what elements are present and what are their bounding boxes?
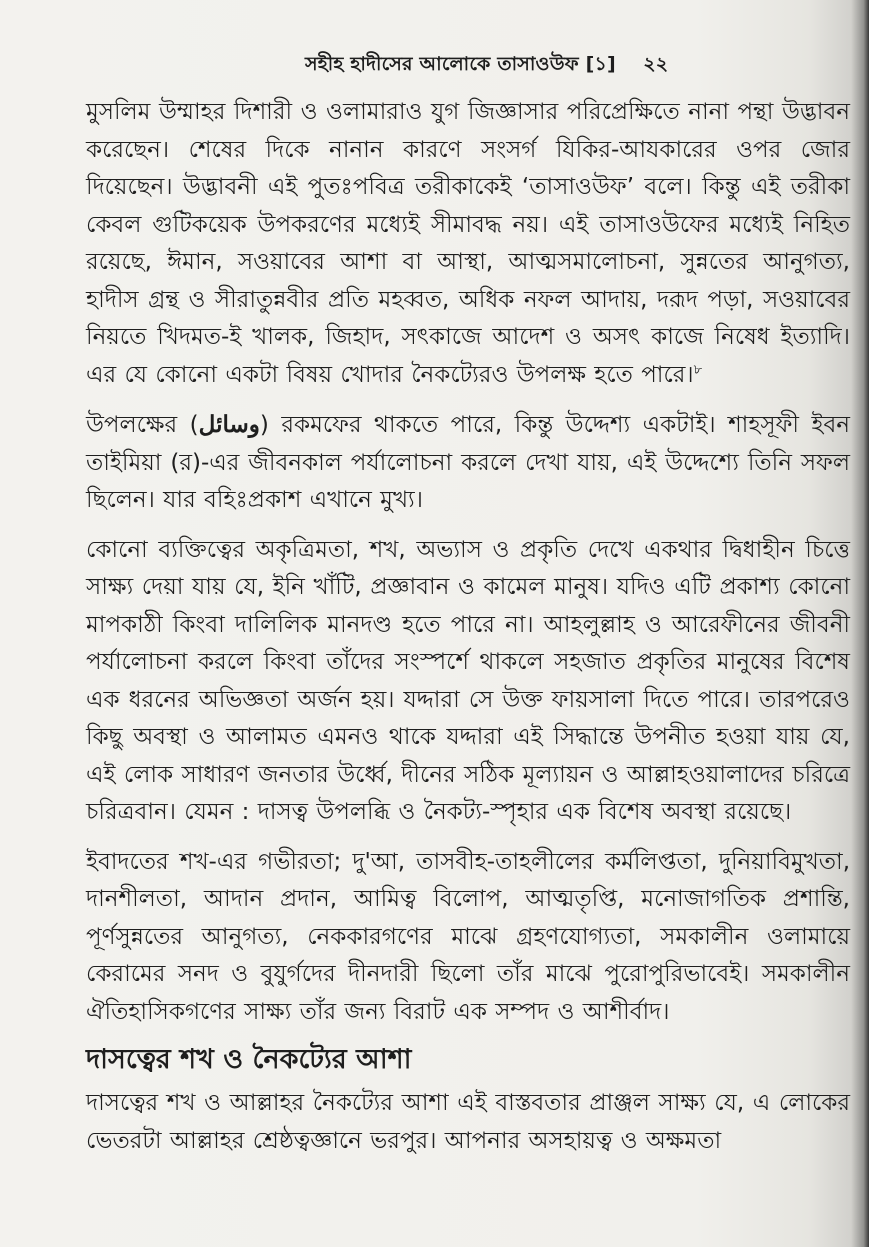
page-edge-shadow (851, 0, 869, 1247)
paragraph-2-after: ) রকমফের থাকতে পারে, কিন্তু উদ্দেশ্য একটাই। শাহসূফী ইবন তাইমিয়া (র)-এর জীবনকাল পর্যালোচনা করলে দেখা যায়, এই উদ্দেশ্যে তিনি সফল ছিলেন। যার বহিঃপ্রকাশ এখানে মুখ্য। (86, 412, 850, 513)
arabic-term: وسائل (198, 411, 260, 438)
running-header (305, 50, 668, 82)
paragraph-1 (86, 94, 850, 394)
paragraph-3: কোনো ব্যক্তিত্বের অকৃত্রিমতা, শখ, অভ্যাস ও প্রকৃতি দেখে একথার দ্বিধাহীন চিত্তে সাক্ষ্য দেয়া যায় যে, ইনি খাঁটি, প্রজ্ঞাবান ও কামেল মানুষ। যদিও এটি প্রকাশ্য কোনো মাপকাঠী কিংবা দালিলিক মানদণ্ড হতে পারে না। আহলুল্লাহ ও আরেফীনের জীবনী পর্যালোচনা করলে কিংবা তাঁদের সংস্পর্শে থাকলে সহজাত প্রকৃতির মানুষের বিশেষ এক ধরনের অভিজ্ঞতা অর্জন হয়। যদ্দারা সে উক্ত ফায়সালা দিতে পারে। তারপরেও কিছু অবস্থা ও আলামত এমনও থাকে যদ্দারা এই সিদ্ধান্তে উপনীত হওয়া যায় যে, এই লোক সাধারণ জনতার উর্ধ্বে, দীনের সঠিক মূল্যায়ন ও আল্লাহওয়ালাদের চরিত্রে চরিত্রবান। যেমন : দাসত্ব উপলব্ধি ও নৈকট্য-স্পৃহার এক বিশেষ অবস্থা রয়েছে। (86, 536, 850, 825)
footnote-marker[interactable]: ৮ (693, 361, 703, 377)
section-paragraph: দাসত্বের শখ ও আল্লাহর নৈকট্যের আশা এই বাস্তবতার প্রাঞ্জল সাক্ষ্য যে, এ লোকের ভেতরটা আল্লাহর শ্রেষ্ঠত্বজ্ঞানে ভরপুর। আপনার অসহায়ত্ব ও অক্ষমতা (86, 1090, 850, 1154)
paragraph-2-before: উপলক্ষের ( (86, 412, 199, 438)
paragraph-1-text: মুসলিম উম্মাহর দিশারী ও ওলামারাও যুগ জিজ্ঞাসার পরিপ্রেক্ষিতে নানা পন্থা উদ্ভাবন করেছেন। শেষের দিকে নানান কারণে সংসর্গ যিকির-আযকারের ওপর জোর দিয়েছেন। উদ্ভাবনী এই পুতঃপবিত্র তরীকাকেই ‘তাসাওউফ’ বলে। কিন্তু এই তরীকা কেবল গুটিকয়েক উপকরণের মধ্যেই সীমাবদ্ধ নয়। এই তাসাওউফের মধ্যেই নিহিত রয়েছে, ঈমান, সওয়াবের আশা বা আস্থা, আত্মসমালোচনা, সুন্নতের আনুগত্য, হাদীস গ্রন্থ ও সীরাতুন্নবীর প্রতি মহব্বত, অধিক নফল আদায়, দরূদ পড়া, সওয়াবের নিয়তে খিদমত-ই খালক, জিহাদ, সৎকাজে আদেশ ও অসৎ কাজে নিষেধ ইত্যাদি। এর যে কোনো একটা বিষয় খোদার নৈকট্যেরও উপলক্ষ হতে পারে। (86, 99, 850, 388)
paragraph-4: ইবাদতের শখ-এর গভীরতা; দু'আ, তাসবীহ-তাহলীলের কর্মলিপ্ততা, দুনিয়াবিমুখতা, দানশীলতা, আদান প্রদান, আমিত্ব বিলোপ, আত্মতৃপ্তি, মনোজাগতিক প্রশান্তি, পূর্ণসুন্নতের আনুগত্য, নেককারগণের মাঝে গ্রহণযোগ্যতা, সমকালীন ওলামায়ে কেরামের সনদ ও বুযুর্গদের দীনদারী ছিলো তাঁর মাঝে পুরোপুরিভাবেই। সমকালীন ঐতিহাসিকগণের সাক্ষ্য তাঁর জন্য বিরাট এক সম্পদ ও আশীর্বাদ। (86, 848, 850, 1025)
header-title: সহীহ হাদীসের আলোকে তাসাওউফ [১] (305, 53, 616, 75)
page-number: ২২ (643, 53, 669, 75)
section-heading: দাসত্বের শখ ও নৈকট্যের আশা (86, 1044, 412, 1075)
paragraph-2 (86, 406, 850, 520)
page-body (86, 94, 850, 1172)
